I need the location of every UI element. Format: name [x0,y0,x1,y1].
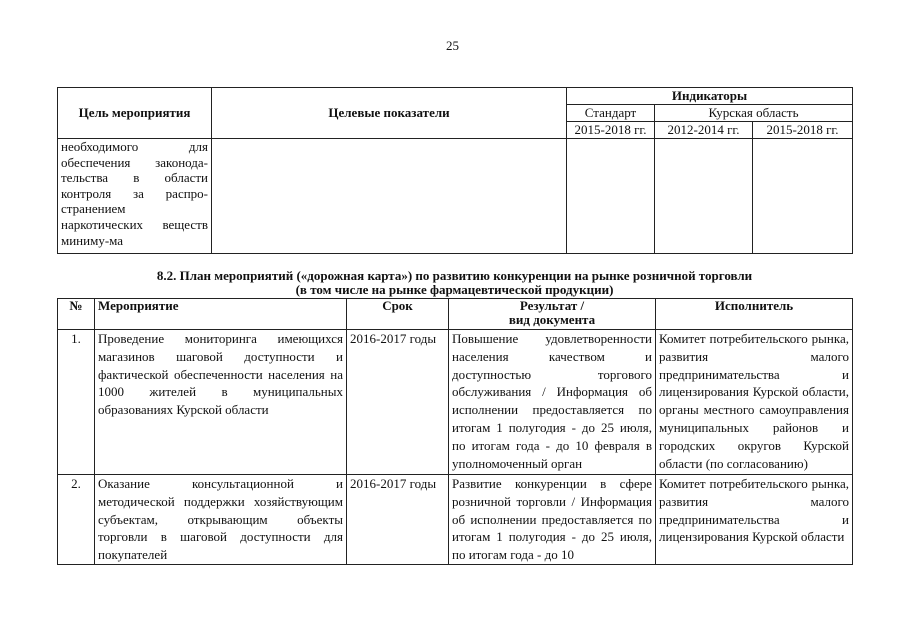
roadmap-table [57,298,853,565]
header-executor: Исполнитель [656,299,853,330]
header-goal: Цель мероприятия [58,88,212,139]
row-num: 1. [58,330,95,475]
region-2015-2018-cell [753,139,853,254]
goal-cell: необходимого для обеспечения законода-тельства в области контроля за распро-странением наркотических веществ миниму-ма [58,139,212,254]
row-term: 2016-2017 годы [347,330,449,475]
targets-cell [212,139,567,254]
page-number: 25 [446,38,459,53]
row-result: Развитие конкуренции в сфере розничной торговли / Информация об исполнении предоставляется по итогам 1 полугодия - до 25 июля, по итогам года - до 10 [449,475,656,565]
standard-value-cell [567,139,655,254]
header-num: № [58,299,95,330]
row-event: Оказание консультационной и методической поддержки хозяйствующим субъектам, открывающим объекты торговли в шаговой доступности для покупателей [95,475,347,565]
header-event: Мероприятие [95,299,347,330]
row-term: 2016-2017 годы [347,475,449,565]
header-targets: Целевые показатели [212,88,567,139]
header-period-2015-2018: 2015-2018 гг. [753,122,853,139]
header-standard: Стандарт [567,105,655,122]
region-2012-2014-cell [655,139,753,254]
table-row [58,475,853,565]
row-executor: Комитет потребительского рынка, развития малого предпринимательства и лицензирования Курской области [656,475,853,565]
header-result-line1: Результат / [519,298,585,313]
section-title [57,269,852,297]
header-period-standard: 2015-2018 гг. [567,122,655,139]
row-result: Повышение удовлетворенности населения качеством и доступностью торгового обслуживания / Информация об исполнении предоставляется по итогам 1 полугодия - до 25 июля, по итогам года - до 10 февраля в уполномоченный орган [449,330,656,475]
section-title-line2: (в том числе на рынке фармацевтической продукции) [295,282,614,297]
header-indicators: Индикаторы [567,88,853,105]
section-title-line1: 8.2. План мероприятий («дорожная карта») по развитию конкуренции на рынке розничной торговли [156,268,753,283]
row-event: Проведение мониторинга имеющихся магазинов шаговой доступности и фактической обеспеченности населения на 1000 жителей в муниципальных образованиях Курской области [95,330,347,475]
header-result-line2: вид документа [508,312,596,327]
header-region: Курская область [655,105,853,122]
table-row [58,330,853,475]
header-result [449,299,656,330]
row-num: 2. [58,475,95,565]
row-executor: Комитет потребительского рынка, развития малого предпринимательства и лицензирования Курской области, органы местного самоуправления муниципальных районов и городских округов Курской области (по согласованию) [656,330,853,475]
header-period-2012-2014: 2012-2014 гг. [655,122,753,139]
header-term: Срок [347,299,449,330]
indicators-table [57,87,853,254]
